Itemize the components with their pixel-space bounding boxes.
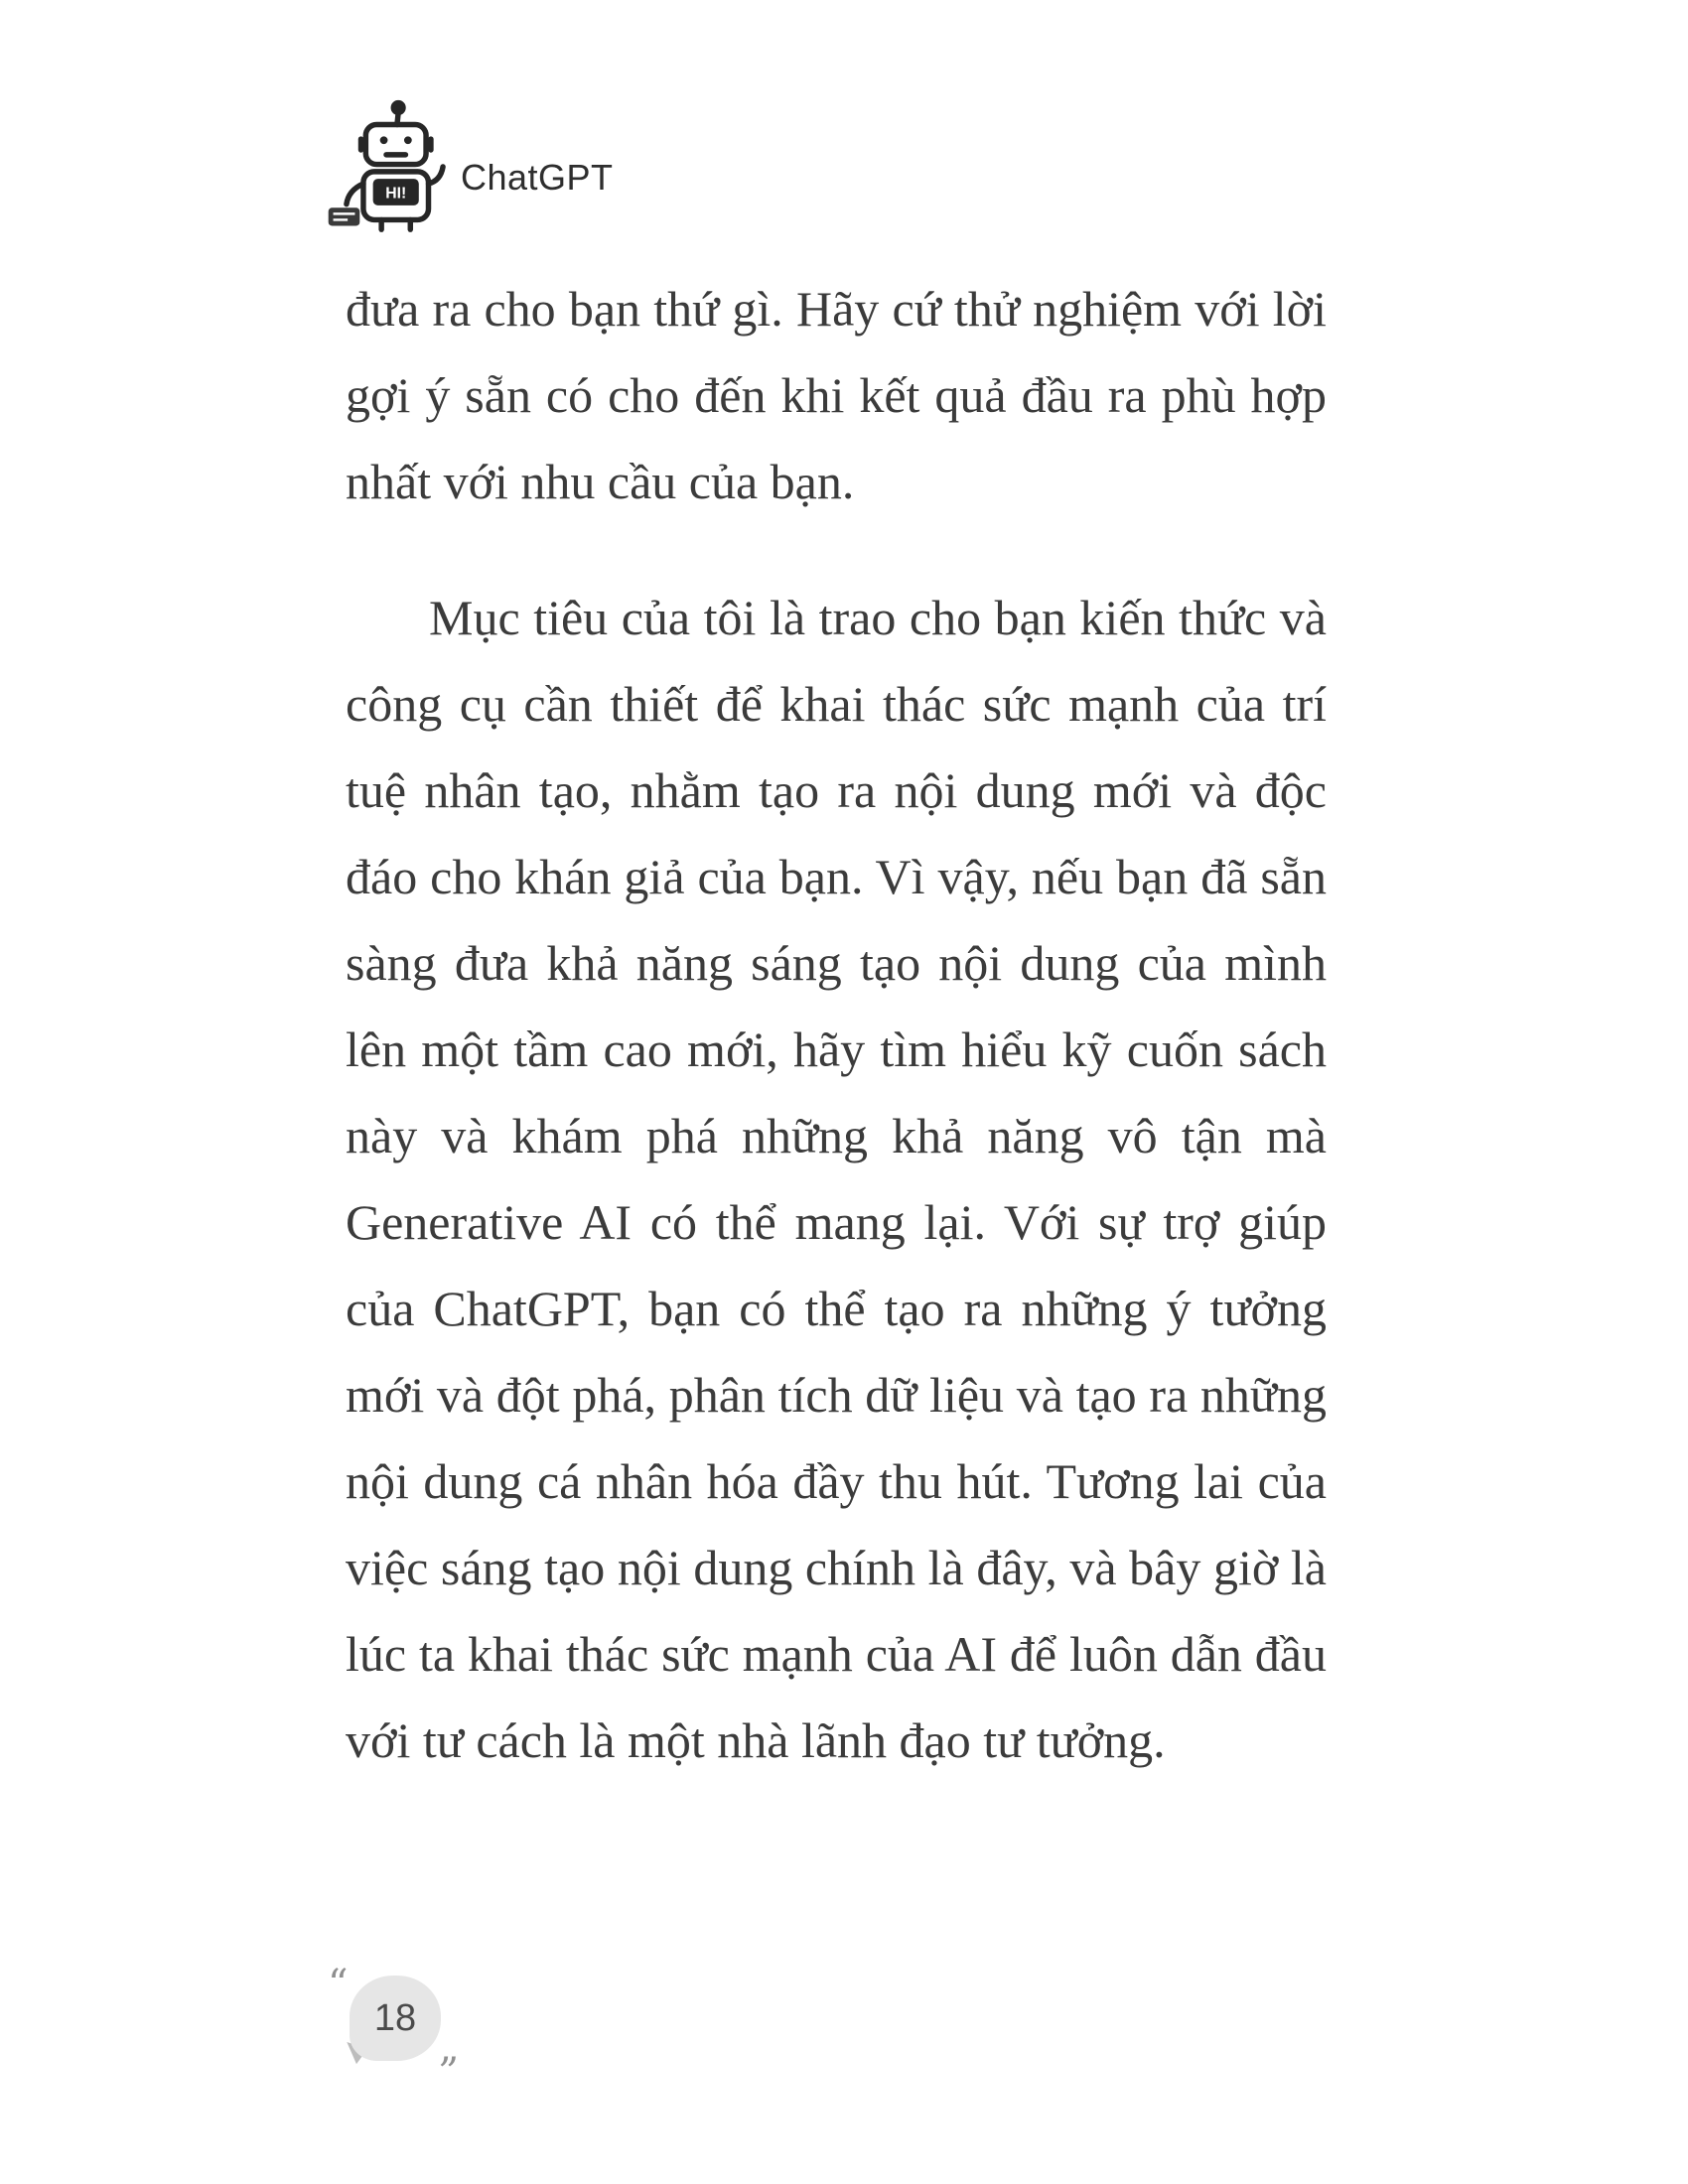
page-number-badge: [328, 1962, 477, 2077]
body-text: [346, 266, 1327, 1784]
paragraph: Mục tiêu của tôi là trao cho bạn kiến thức và công cụ cần thiết để khai thác sức mạnh của trí tuệ nhân tạo, nhằm tạo ra nội dung mới và độc đáo cho khán giả của bạn. Vì vậy, nếu bạn đã sẵn sàng đưa khả năng sáng tạo nội dung của mình lên một tầm cao mới, hãy tìm hiểu kỹ cuốn sách này và khám phá những khả năng vô tận mà Generative AI có thể mang lại. Với sự trợ giúp của ChatGPT, bạn có thể tạo ra những ý tưởng mới và đột phá, phân tích dữ liệu và tạo ra những nội dung cá nhân hóa đầy thu hút. Tương lai của việc sáng tạo nội dung chính là đây, và bây giờ là lúc ta khai thác sức mạnh của AI để luôn dẫn đầu với tư cách là một nhà lãnh đạo tư tưởng.: [346, 590, 1327, 1768]
paragraph: đưa ra cho bạn thứ gì. Hãy cứ thử nghiệm với lời gợi ý sẵn có cho đến khi kết quả đầu ra phù hợp nhất với nhu cầu của bạn.: [346, 281, 1327, 509]
quote-close-mark: „: [439, 2025, 460, 2071]
robot-screen-text: HI!: [385, 185, 407, 203]
page-number: 18: [373, 1996, 417, 2039]
robot-icon: [326, 99, 447, 234]
brand-text: ChatGPT: [461, 157, 614, 198]
page-number-bubble: [350, 1976, 441, 2061]
quote-open-mark: “: [328, 1962, 349, 2007]
page-header: [326, 99, 614, 234]
keyboard-icon: [329, 207, 360, 225]
